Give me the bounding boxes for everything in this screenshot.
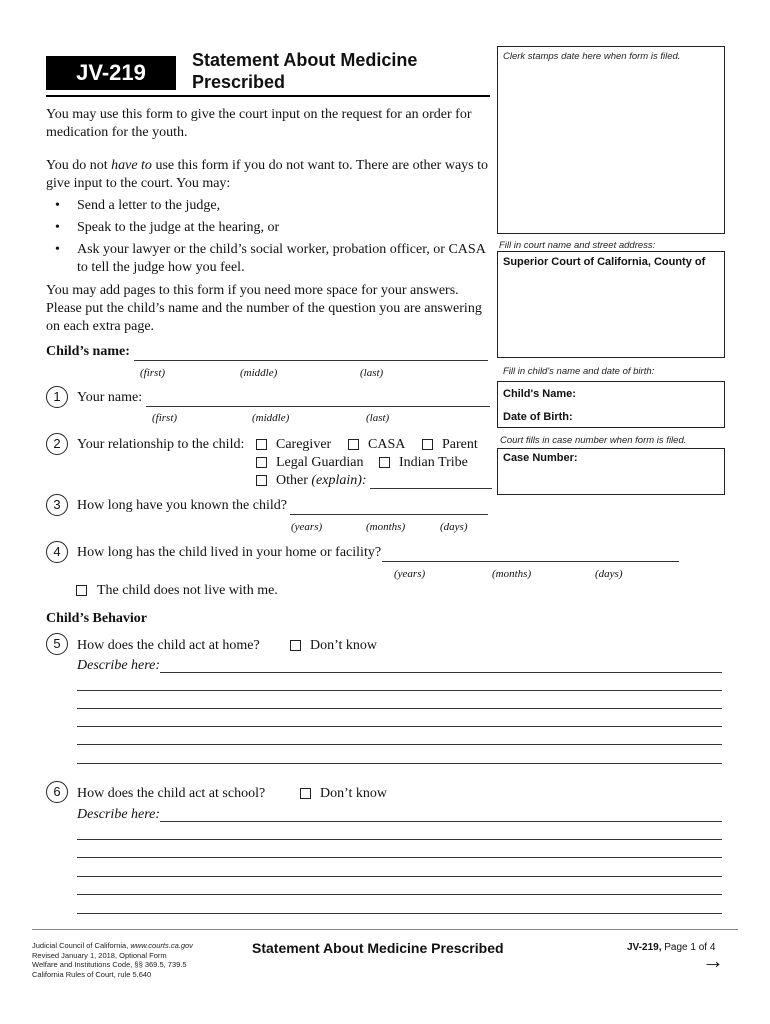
describe-home-line[interactable]: [77, 763, 722, 764]
header-rule: [46, 95, 490, 97]
footer-title: Statement About Medicine Prescribed: [252, 940, 504, 956]
caregiver-checkbox[interactable]: [256, 439, 267, 450]
describe-school-label: Describe here:: [77, 807, 161, 822]
lived-with-field[interactable]: [382, 561, 679, 562]
behavior-heading: Child’s Behavior: [46, 611, 147, 626]
question-4-number: 4: [46, 541, 68, 563]
next-page-arrow-icon[interactable]: →: [702, 948, 724, 973]
question-1-number: 1: [46, 386, 68, 408]
describe-home-line[interactable]: [77, 708, 722, 709]
act-school-label: How does the child act at school?: [77, 786, 266, 801]
known-child-label: How long have you known the child?: [77, 498, 287, 513]
relationship-label: Your relationship to the child:: [77, 437, 245, 452]
clerk-stamp-box: [497, 46, 725, 234]
bullet-icon: •: [55, 220, 60, 235]
dob-label: Date of Birth:: [503, 411, 573, 423]
known-child-field[interactable]: [290, 514, 488, 515]
intro-paragraph-1: You may use this form to give the court input on the request for an order for medication for the youth.: [46, 107, 472, 140]
child-name-box-label: Child's Name:: [503, 388, 576, 400]
form-id: JV-219: [76, 60, 146, 85]
describe-school-line[interactable]: [77, 839, 722, 840]
bullet-icon: •: [55, 242, 60, 257]
parent-checkbox[interactable]: [422, 439, 433, 450]
describe-school-line[interactable]: [77, 876, 722, 877]
court-name-label: Superior Court of California, County of: [503, 256, 706, 268]
case-caption: Court fills in case number when form is filed.: [500, 435, 687, 446]
child-name-label: Child’s name:: [46, 344, 130, 359]
describe-school-line[interactable]: [77, 913, 722, 914]
casa-checkbox[interactable]: [348, 439, 359, 450]
describe-home-line[interactable]: [77, 690, 722, 691]
describe-school-line[interactable]: [77, 894, 722, 895]
other-checkbox[interactable]: [256, 475, 267, 486]
lived-with-label: How long has the child lived in your home or facility?: [77, 545, 382, 560]
describe-home-line[interactable]: [77, 744, 722, 745]
intro-paragraph-3: You may add pages to this form if you need more space for your answers. Please put the child’s name and the number of the question you are answering on each extra page.: [46, 283, 482, 334]
child-name-field[interactable]: [134, 360, 488, 361]
clerk-stamp-caption: Clerk stamps date here when form is filed.: [503, 51, 681, 62]
other-explain-field[interactable]: [370, 488, 492, 489]
intro-paragraph-2: You do not have to use this form if you do not want to. There are other ways to give input to the court. You may:: [46, 158, 488, 191]
footer-rule: [32, 929, 738, 930]
form-title: Statement About Medicine Prescribed: [192, 50, 418, 92]
case-number-label: Case Number:: [503, 452, 578, 464]
footer-citations: Judicial Council of California, www.courts.ca.gov Revised January 1, 2018, Optional Form Welfare and Institutions Code, §§ 369.5, 739.5 California Rules of Court, rule 5.640: [32, 941, 193, 979]
school-dont-know-checkbox[interactable]: [300, 788, 311, 799]
home-dont-know-checkbox[interactable]: [290, 640, 301, 651]
your-name-field[interactable]: [146, 406, 490, 407]
describe-home-line[interactable]: [77, 726, 722, 727]
your-name-label: Your name:: [77, 390, 143, 405]
describe-school-line[interactable]: [160, 821, 722, 822]
bullet-icon: •: [55, 198, 60, 213]
question-2-number: 2: [46, 433, 68, 455]
court-caption: Fill in court name and street address:: [499, 240, 656, 251]
question-5-number: 5: [46, 633, 68, 655]
not-live-checkbox[interactable]: [76, 585, 87, 596]
describe-home-label: Describe here:: [77, 658, 161, 673]
indian-tribe-checkbox[interactable]: [379, 457, 390, 468]
child-info-caption: Fill in child's name and date of birth:: [503, 366, 655, 377]
act-home-label: How does the child act at home?: [77, 638, 260, 653]
question-3-number: 3: [46, 494, 68, 516]
page-number: JV-219, Page 1 of 4: [627, 942, 716, 953]
question-6-number: 6: [46, 781, 68, 803]
describe-home-line[interactable]: [160, 672, 722, 673]
form-id-badge: [46, 56, 176, 90]
legal-guardian-checkbox[interactable]: [256, 457, 267, 468]
describe-school-line[interactable]: [77, 857, 722, 858]
